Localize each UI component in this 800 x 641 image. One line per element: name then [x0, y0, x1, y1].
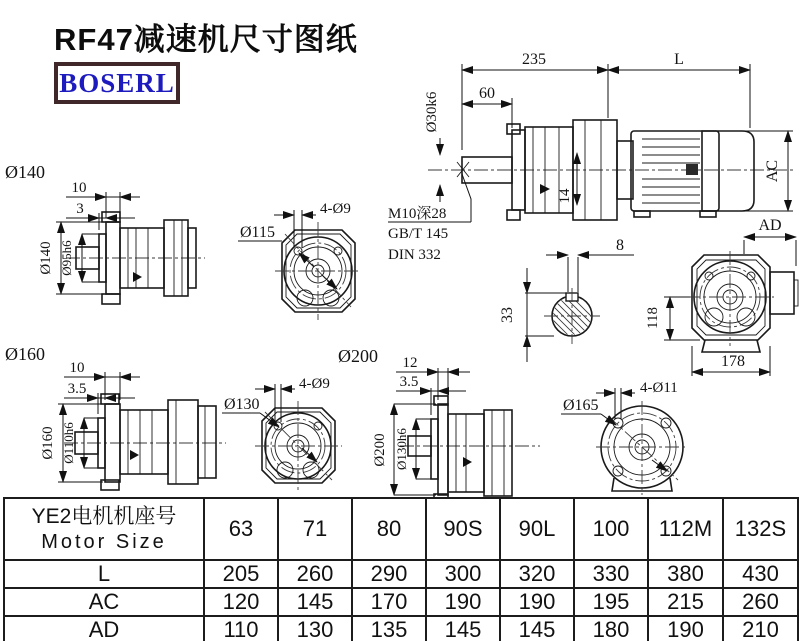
label-130-bc: Ø130: [224, 396, 260, 413]
table-cell: 120: [204, 588, 278, 616]
table-cell: 300: [426, 560, 500, 588]
dim-key-width: 8: [616, 237, 624, 254]
label-flange-140: Ø140: [5, 162, 45, 182]
motor-size-col: 90S: [426, 498, 500, 560]
table-cell: 190: [426, 588, 500, 616]
dimension-table: [3, 497, 799, 641]
table-cell: 215: [648, 588, 723, 616]
dim-160-pilot: Ø110h6: [61, 422, 76, 464]
dim-160-pilot-len: 3.5: [67, 381, 87, 397]
table-header-cn: YE2电机机座号: [31, 505, 177, 529]
label-115-bc: Ø115: [240, 224, 275, 241]
view-front-130: [222, 376, 342, 490]
note-din: DIN 332: [388, 247, 441, 263]
table-cell: 290: [352, 560, 426, 588]
table-cell: 380: [648, 560, 723, 588]
dim-140-pilot-len: 3: [76, 201, 84, 217]
dim-140-pilot: Ø95h6: [59, 240, 74, 276]
dim-200-pilot: Ø130h6: [394, 428, 409, 470]
row-label-L: L: [4, 560, 204, 588]
label-flange-160: Ø160: [5, 344, 45, 364]
table-cell: 320: [500, 560, 574, 588]
dim-AC: AC: [764, 159, 781, 183]
table-cell: 190: [500, 588, 574, 616]
table-cell: 260: [723, 588, 798, 616]
page-title: RF47减速机尺寸图纸: [54, 22, 358, 57]
motor-size-col: 112M: [648, 498, 723, 560]
motor-size-col: 100: [574, 498, 648, 560]
dim-200-thk: 12: [402, 355, 418, 371]
dim-200-pilot-len: 3.5: [399, 374, 419, 390]
row-label-AD: AD: [4, 616, 204, 641]
view-front-165: [561, 380, 688, 495]
table-cell: 130: [278, 616, 352, 641]
note-gbt: GB/T 145: [388, 226, 449, 242]
view-main-side: [388, 51, 796, 266]
table-cell: 330: [574, 560, 648, 588]
motor-size-col: 132S: [723, 498, 798, 560]
dim-AD: AD: [758, 217, 782, 234]
table-cell: 145: [278, 588, 352, 616]
table-cell: 260: [278, 560, 352, 588]
table-cell: 145: [426, 616, 500, 641]
table-cell: 210: [723, 616, 798, 641]
table-cell: 195: [574, 588, 648, 616]
view-front-115: [238, 201, 361, 320]
view-rear: [645, 251, 798, 376]
table-cell: 430: [723, 560, 798, 588]
row-label-AC: AC: [4, 588, 204, 616]
dim-L: L: [674, 51, 684, 68]
table-cell: 180: [574, 616, 648, 641]
motor-size-col: 71: [278, 498, 352, 560]
dim-235: 235: [522, 51, 546, 68]
label-165-bc: Ø165: [563, 397, 599, 414]
motor-size-col: 90L: [500, 498, 574, 560]
label-flange-200: Ø200: [338, 346, 378, 366]
note-thread: M10深28: [388, 206, 447, 222]
table-cell: 205: [204, 560, 278, 588]
motor-size-col: 63: [204, 498, 278, 560]
brand-logo-text: BOSERL: [59, 67, 175, 98]
dim-200-od: Ø200: [372, 433, 388, 467]
label-130-holes: 4-Ø9: [299, 376, 330, 392]
dim-118: 118: [645, 307, 661, 329]
dim-key-height: 33: [499, 307, 516, 323]
dim-160-od: Ø160: [40, 426, 56, 460]
dim-140-thk: 10: [71, 180, 87, 196]
dim-160-thk: 10: [69, 360, 85, 376]
table-cell: 110: [204, 616, 278, 641]
view-key-section: [499, 237, 634, 362]
view-flange-140: [5, 162, 205, 304]
dim-60: 60: [479, 85, 495, 102]
dim-shaft-dia: Ø30k6: [424, 91, 440, 133]
view-flange-160: [5, 344, 226, 490]
motor-size-col: 80: [352, 498, 426, 560]
table-cell: 145: [500, 616, 574, 641]
dim-140-od: Ø140: [38, 241, 54, 275]
table-cell: 135: [352, 616, 426, 641]
dim-178: 178: [721, 353, 745, 370]
dim-14: 14: [557, 188, 573, 204]
table-cell: 170: [352, 588, 426, 616]
label-115-holes: 4-Ø9: [320, 201, 351, 217]
table-header-en: Motor Size: [41, 530, 167, 553]
table-header-motor-size: [4, 498, 204, 560]
view-flange-200: [338, 346, 540, 503]
table-cell: 190: [648, 616, 723, 641]
label-165-holes: 4-Ø11: [640, 380, 678, 396]
